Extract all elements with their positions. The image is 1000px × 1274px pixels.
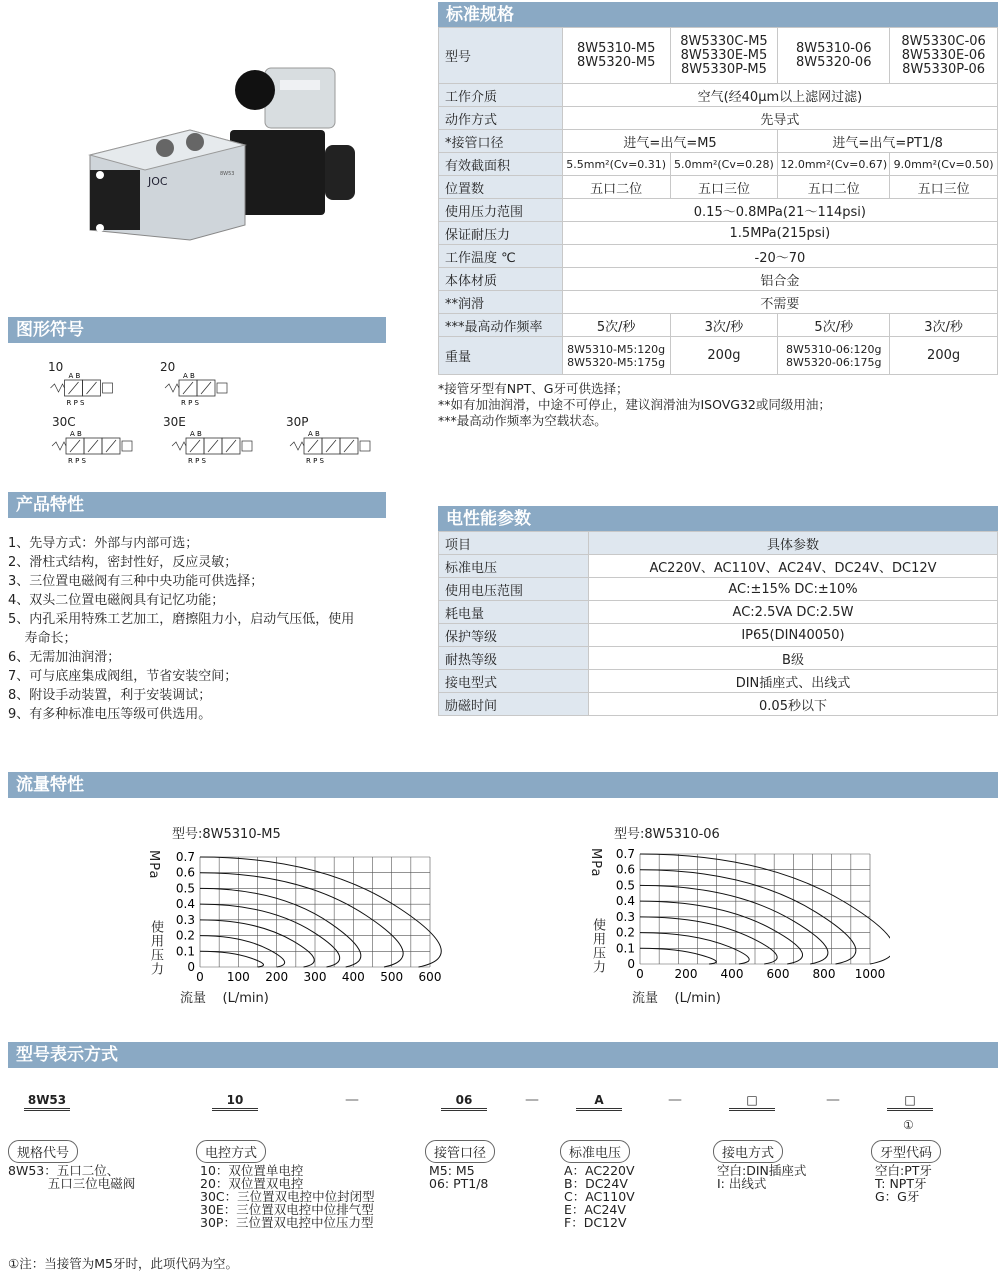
- code-description-line: I: 出线式: [717, 1176, 767, 1191]
- spec-row: [439, 291, 998, 314]
- flow-chart-06: [600, 842, 890, 987]
- spec-value-cell: 五口二位: [562, 176, 670, 199]
- spec-value-cell: 五口二位: [778, 176, 890, 199]
- feature-item: 9、有多种标准电压等级可供选用。: [8, 707, 212, 722]
- electric-row: [439, 624, 998, 647]
- y-tick-label: 0.5: [175, 881, 195, 896]
- spec-row-label: 工作温度 ℃: [439, 245, 563, 268]
- flow-curve: [200, 888, 361, 967]
- code-description-line: B：DC24V: [564, 1176, 628, 1191]
- flow-curve: [200, 951, 263, 967]
- code-description-line: 30E：三位置双电控中位排气型: [200, 1202, 374, 1217]
- spec-value-cell: 5.5mm²(Cv=0.31): [562, 153, 670, 176]
- spec-note: *接管牙型有NPT、G牙可供选择；: [438, 381, 629, 396]
- electric-row: [439, 601, 998, 624]
- code-field-label: 牙型代码: [871, 1140, 941, 1163]
- x-tick-label: 100: [226, 970, 250, 984]
- port-label-bottom: R P S: [66, 399, 85, 407]
- chart-xlabel: 流量 (L/min): [180, 991, 269, 1006]
- spec-row: [439, 176, 998, 199]
- spec-row: [439, 268, 998, 291]
- code-field-label: 接电方式: [713, 1140, 783, 1163]
- x-tick-label: 0: [196, 970, 204, 984]
- code-separator: —: [525, 1092, 539, 1108]
- code-description-line: 8W53：五口二位、: [8, 1163, 120, 1178]
- spec-note: ***最高动作频率为空载状态。: [438, 413, 607, 428]
- x-tick-label: 300: [303, 970, 327, 984]
- code-description-line: M5: M5: [429, 1163, 475, 1178]
- code-field-label: 规格代号: [8, 1140, 78, 1163]
- x-tick-label: 800: [812, 967, 836, 981]
- code-field-description: [429, 1164, 488, 1190]
- port-label-top: A B: [70, 430, 82, 438]
- spec-value-cell: 8W5310-06:120g 8W5320-06:175g: [778, 337, 890, 375]
- y-tick-label: 0.4: [175, 897, 195, 912]
- features-section-title: 产品特性: [8, 492, 386, 518]
- y-tick-label: 0.5: [615, 878, 635, 893]
- code-description-line: C：AC110V: [564, 1189, 635, 1204]
- code-underline: [887, 1108, 933, 1111]
- flow-curve: [640, 885, 828, 964]
- spec-value-cell: 3次/秒: [670, 314, 778, 337]
- svg-text:8W53: 8W53: [220, 171, 235, 177]
- code-description-line: 10：双位置单电控: [200, 1163, 304, 1178]
- electric-row: [439, 670, 998, 693]
- x-tick-label: 200: [265, 970, 289, 984]
- x-tick-label: 1000: [854, 967, 886, 981]
- spec-row: [439, 245, 998, 268]
- spec-row-label: ***最高动作频率: [439, 314, 563, 337]
- spec-table: [438, 27, 998, 375]
- spec-value-cell: 0.15～0.8MPa(21～114psi): [562, 199, 997, 222]
- feature-item: 7、可与底座集成阀组，节省安装空间；: [8, 669, 238, 684]
- feature-item: 1、先导方式：外部与内部可选；: [8, 536, 199, 551]
- circle-note-marker: ①: [903, 1118, 914, 1132]
- spec-row-label: 位置数: [439, 176, 563, 199]
- code-field-label: 电控方式: [196, 1140, 266, 1163]
- spec-value-cell: 五口三位: [670, 176, 778, 199]
- code-description-line: A：AC220V: [564, 1163, 635, 1178]
- chart-ylabel-unit: MPa: [146, 850, 161, 880]
- spec-value-cell: -20～70: [562, 245, 997, 268]
- x-tick-label: 400: [720, 967, 744, 981]
- code-description-line: 30P：三位置双电控中位压力型: [200, 1215, 374, 1230]
- feature-item: 寿命长；: [8, 631, 77, 646]
- spec-section-title: 标准规格: [438, 2, 998, 28]
- feature-list: [8, 534, 398, 724]
- chart-ylabel-unit: MPa: [588, 848, 603, 878]
- spec-model-cell: 8W5310-06 8W5320-06: [778, 28, 890, 84]
- spec-value-cell: 200g: [890, 337, 998, 375]
- spec-value-cell: 进气=出气=M5: [562, 130, 778, 153]
- port-label-top: A B: [183, 372, 195, 380]
- valve-symbol-icon: [158, 428, 268, 468]
- port-label-top: A B: [190, 430, 202, 438]
- code-field-description: [717, 1164, 806, 1190]
- spec-value-cell: 铝合金: [562, 268, 997, 291]
- code-underline: [576, 1108, 622, 1111]
- feature-item: 2、滑柱式结构，密封性好，反应灵敏；: [8, 555, 238, 570]
- code-underline: [441, 1108, 487, 1111]
- electric-row: [439, 555, 998, 578]
- feature-item: 8、附设手动装置，利于安装调试；: [8, 688, 212, 703]
- spec-value-cell: 不需要: [562, 291, 997, 314]
- code-segment: 8W53: [27, 1093, 67, 1107]
- code-field-description: [200, 1164, 375, 1229]
- y-tick-label: 0.7: [615, 847, 635, 861]
- code-description-line: 空白:PT牙: [875, 1163, 932, 1178]
- feature-item: 3、三位置电磁阀有三种中央功能可供选择；: [8, 574, 264, 589]
- port-label-bottom: R P S: [188, 457, 206, 465]
- y-tick-label: 0.2: [615, 925, 635, 940]
- spec-note: **如有加油润滑，中途不可停止，建议润滑油为ISOVG32或同级用油；: [438, 397, 831, 412]
- valve-symbol-icon: [40, 370, 125, 410]
- code-segment: A: [594, 1093, 604, 1107]
- code-field-description: [8, 1164, 135, 1190]
- symbol-label: 30E: [163, 415, 186, 429]
- y-tick-label: 0: [627, 957, 635, 971]
- flow-curve: [640, 854, 890, 964]
- electric-value-cell: AC220V、AC110V、AC24V、DC24V、DC12V: [589, 555, 998, 578]
- code-segment: □: [746, 1093, 758, 1107]
- spec-row: [439, 107, 998, 130]
- model-code-footnote: ①注：当接管为M5牙时，此项代码为空。: [8, 1256, 238, 1271]
- feature-item: 4、双头二位置电磁阀具有记忆功能；: [8, 593, 225, 608]
- code-description-line: 五口三位电磁阀: [8, 1176, 136, 1191]
- feature-item: 5、内孔采用特殊工艺加工，磨擦阻力小，启动气压低，使用: [8, 612, 355, 627]
- spec-header-row: [439, 28, 998, 84]
- electric-header-row: [439, 532, 998, 555]
- spec-model-cell: 8W5310-M5 8W5320-M5: [562, 28, 670, 84]
- electric-value-cell: B级: [589, 647, 998, 670]
- code-description-line: 20：双位置双电控: [200, 1176, 304, 1191]
- code-underline: [729, 1108, 775, 1111]
- spec-notes: [438, 381, 831, 429]
- code-segment: □: [904, 1093, 916, 1107]
- spec-value-cell: 12.0mm²(Cv=0.67): [778, 153, 890, 176]
- x-tick-label: 200: [674, 967, 698, 981]
- y-tick-label: 0.6: [615, 862, 635, 877]
- chart-ylabel: 使用压力: [590, 918, 605, 974]
- spec-row: [439, 153, 998, 176]
- code-field-label: 接管口径: [425, 1140, 495, 1163]
- y-tick-label: 0.7: [175, 850, 195, 864]
- spec-value-cell: 1.5MPa(215psi): [562, 222, 997, 245]
- chart-title: 型号:8W5310-M5: [172, 827, 281, 842]
- spec-row: [439, 84, 998, 107]
- port-label-bottom: R P S: [306, 457, 324, 465]
- code-description-line: F：DC12V: [564, 1215, 627, 1230]
- code-description-line: G：G牙: [875, 1189, 920, 1204]
- electric-row-label: 使用电压范围: [439, 578, 589, 601]
- spec-row-label: 有效截面积: [439, 153, 563, 176]
- x-tick-label: 0: [636, 967, 644, 981]
- spec-row-label: **润滑: [439, 291, 563, 314]
- electric-row-label: 耐热等级: [439, 647, 589, 670]
- y-tick-label: 0.4: [615, 894, 635, 909]
- chart-xlabel: 流量 (L/min): [632, 991, 721, 1006]
- spec-row-label: *接管口径: [439, 130, 563, 153]
- x-tick-label: 600: [418, 970, 442, 984]
- spec-row-label: 使用压力范围: [439, 199, 563, 222]
- y-tick-label: 0.6: [175, 865, 195, 880]
- spec-value-cell: 进气=出气=PT1/8: [778, 130, 998, 153]
- spec-model-cell: 8W5330C-06 8W5330E-06 8W5330P-06: [890, 28, 998, 84]
- chart-ylabel: 使用压力: [148, 920, 163, 976]
- electric-value-cell: IP65(DIN40050): [589, 624, 998, 647]
- port-label-top: A B: [68, 372, 81, 380]
- spec-row-label: 型号: [439, 28, 563, 84]
- electric-row: [439, 693, 998, 716]
- spec-value-cell: 五口三位: [890, 176, 998, 199]
- spec-row: [439, 199, 998, 222]
- code-underline: [212, 1108, 258, 1111]
- electric-value-cell: DIN插座式、出线式: [589, 670, 998, 693]
- feature-item: 6、无需加油润滑；: [8, 650, 121, 665]
- code-field-label: 标准电压: [560, 1140, 630, 1163]
- spec-row-label: 动作方式: [439, 107, 563, 130]
- electric-header-cell: 具体参数: [589, 532, 998, 555]
- product-photo: [70, 50, 370, 250]
- y-tick-label: 0.1: [615, 941, 635, 956]
- spec-value-cell: 9.0mm²(Cv=0.50): [890, 153, 998, 176]
- symbol-label: 30P: [286, 415, 309, 429]
- spec-value-cell: 8W5310-M5:120g 8W5320-M5:175g: [562, 337, 670, 375]
- electric-table: [438, 531, 998, 716]
- brand-logo: JOC: [148, 175, 168, 188]
- model-code-section-title: 型号表示方式: [8, 1042, 998, 1068]
- flow-chart-m5: [160, 845, 450, 990]
- code-segment: 06: [455, 1093, 473, 1107]
- y-tick-label: 0: [187, 960, 195, 974]
- spec-value-cell: 5次/秒: [562, 314, 670, 337]
- code-separator: —: [668, 1092, 682, 1108]
- y-tick-label: 0.3: [615, 909, 635, 924]
- port-label-top: A B: [308, 430, 320, 438]
- code-field-description: [564, 1164, 635, 1229]
- electric-row-label: 耗电量: [439, 601, 589, 624]
- code-description-line: 空白:DIN插座式: [717, 1163, 807, 1178]
- y-tick-label: 0.2: [175, 928, 195, 943]
- spec-row-label: 重量: [439, 337, 563, 375]
- spec-row: [439, 337, 998, 375]
- code-separator: —: [826, 1092, 840, 1108]
- spec-value-cell: 空气(经40μm以上滤网过滤): [562, 84, 997, 107]
- spec-row-label: 工作介质: [439, 84, 563, 107]
- code-description-line: 30C：三位置双电控中位封闭型: [200, 1189, 375, 1204]
- electric-header-cell: 项目: [439, 532, 589, 555]
- valve-symbol-icon: [152, 370, 242, 410]
- electric-section-title: 电性能参数: [438, 506, 998, 532]
- flow-section-title: 流量特性: [8, 772, 998, 798]
- electric-row: [439, 578, 998, 601]
- symbol-label: 20: [160, 360, 176, 374]
- spec-row: [439, 130, 998, 153]
- electric-value-cell: AC:±15% DC:±10%: [589, 578, 998, 601]
- electric-row-label: 标准电压: [439, 555, 589, 578]
- code-description-line: 06: PT1/8: [429, 1176, 489, 1191]
- electric-value-cell: 0.05秒以下: [589, 693, 998, 716]
- x-tick-label: 500: [380, 970, 404, 984]
- spec-model-cell: 8W5330C-M5 8W5330E-M5 8W5330P-M5: [670, 28, 778, 84]
- code-underline: [24, 1108, 70, 1111]
- spec-row-label: 本体材质: [439, 268, 563, 291]
- port-label-bottom: R P S: [181, 399, 199, 407]
- electric-row-label: 保护等级: [439, 624, 589, 647]
- spec-value-cell: 5次/秒: [778, 314, 890, 337]
- spec-value-cell: 3次/秒: [890, 314, 998, 337]
- flow-curve: [200, 857, 441, 967]
- valve-symbol-icon: [276, 428, 386, 468]
- symbol-section-title: 图形符号: [8, 317, 386, 343]
- spec-row-label: 保证耐压力: [439, 222, 563, 245]
- y-tick-label: 0.1: [175, 944, 195, 959]
- symbol-label: 30C: [52, 415, 76, 429]
- code-segment: 10: [226, 1093, 244, 1107]
- spec-value-cell: 先导式: [562, 107, 997, 130]
- spec-row: [439, 314, 998, 337]
- chart-title: 型号:8W5310-06: [614, 827, 720, 842]
- symbol-label: 10: [48, 360, 64, 374]
- spec-value-cell: 200g: [670, 337, 778, 375]
- code-description-line: T: NPT牙: [875, 1176, 927, 1191]
- port-label-bottom: R P S: [68, 457, 86, 465]
- y-tick-label: 0.3: [175, 912, 195, 927]
- electric-row-label: 接电型式: [439, 670, 589, 693]
- code-field-description: [875, 1164, 932, 1203]
- electric-row-label: 励磁时间: [439, 693, 589, 716]
- electric-value-cell: AC:2.5VA DC:2.5W: [589, 601, 998, 624]
- x-tick-label: 600: [766, 967, 790, 981]
- spec-row: [439, 222, 998, 245]
- code-description-line: E：AC24V: [564, 1202, 626, 1217]
- spec-value-cell: 5.0mm²(Cv=0.28): [670, 153, 778, 176]
- electric-row: [439, 647, 998, 670]
- valve-symbol-icon: [38, 428, 148, 468]
- code-separator: —: [345, 1092, 359, 1108]
- x-tick-label: 400: [341, 970, 365, 984]
